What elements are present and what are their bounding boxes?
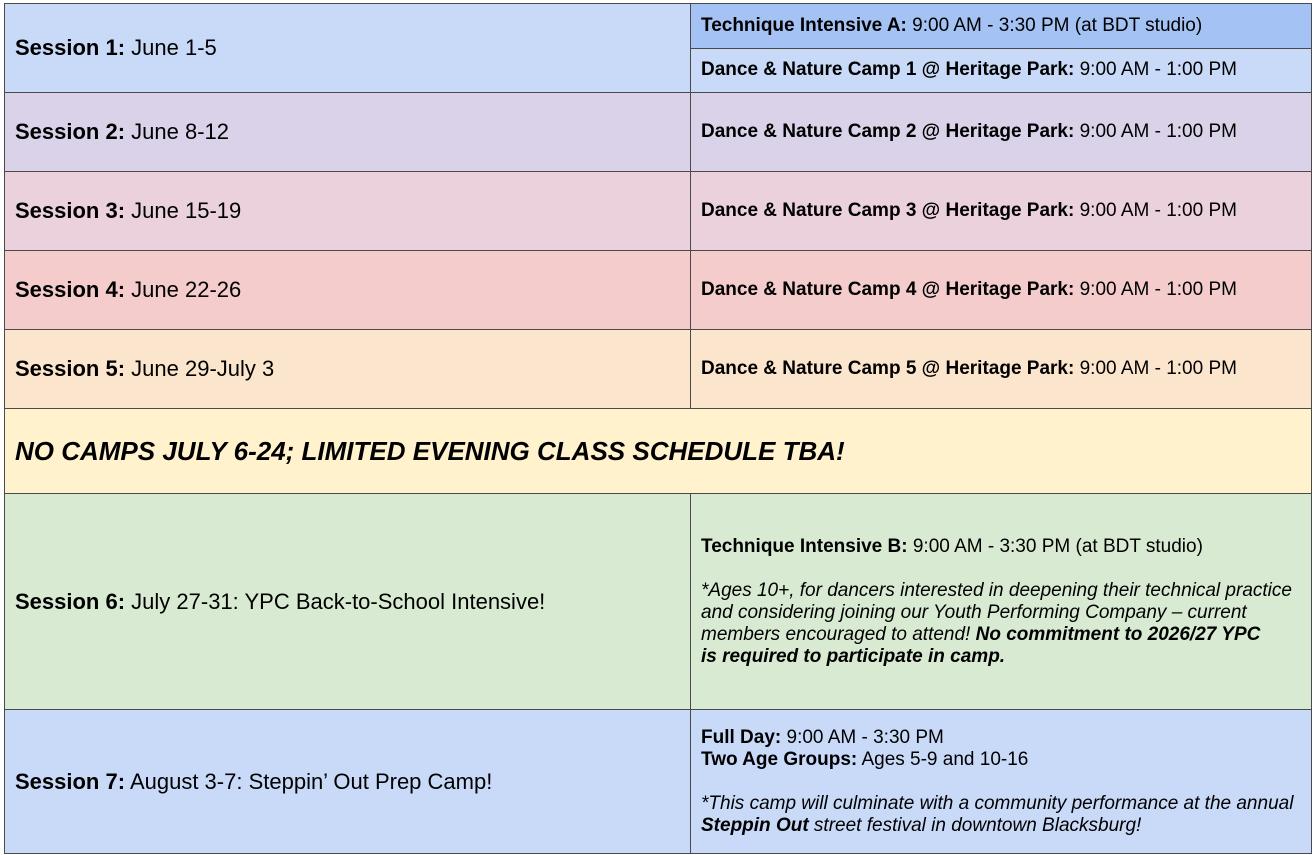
camp-detail: 9:00 AM - 1:00 PM [1074,121,1237,142]
session-dates: August 3-7: Steppin’ Out Prep Camp! [125,768,493,794]
camp-name: Dance & Nature Camp 5 @ Heritage Park: [701,358,1075,379]
session-4-cell [5,251,691,330]
session-3-row [5,172,1312,251]
session-dates: July 27-31: YPC Back-to-School Intensive! [125,588,546,614]
camp-schedule-table [4,3,1312,854]
ypc-note-bold-1: No commitment to 2026/27 YPC [975,623,1261,645]
camp-name: Dance & Nature Camp 1 @ Heritage Park: [701,59,1075,81]
session-6-details [691,494,1312,710]
camp-dance-nature-1 [691,49,1311,93]
ypc-note [701,580,1301,668]
session-7-cell [5,710,691,854]
session-dates: June 8-12 [125,119,230,144]
camp-dance-nature-2 [691,93,1312,172]
session-label: Session 1: [15,35,126,60]
session-label: Session 5: [15,356,126,381]
camp-dance-nature-4 [691,251,1312,330]
session-dates: June 29-July 3 [125,356,275,381]
steppin-note-text-2: street festival in downtown Blacksburg! [808,814,1142,836]
steppin-out-name: Steppin Out [701,814,809,836]
full-day-line [701,727,1301,749]
camp-name: Dance & Nature Camp 4 @ Heritage Park: [701,279,1075,300]
session-7-details [691,710,1312,854]
camp-detail: 9:00 AM - 3:30 PM (at BDT studio) [906,14,1203,36]
no-camps-banner: NO CAMPS JULY 6-24; LIMITED EVENING CLASS SCHEDULE TBA! [5,409,1312,494]
session-label: Session 7: [15,768,126,794]
session-dates: June 1-5 [125,35,217,60]
camp-detail: 9:00 AM - 1:00 PM [1074,279,1237,300]
camp-technique-intensive-b [701,536,1301,558]
session-1-row [5,4,1312,93]
session-6-cell [5,494,691,710]
ypc-note-bold-2: is required to participate in camp. [701,645,1006,667]
camp-detail: 9:00 AM - 3:30 PM (at BDT studio) [907,535,1203,557]
session-1-camps [691,4,1312,93]
camp-dance-nature-3 [691,172,1312,251]
camp-detail: 9:00 AM - 1:00 PM [1074,358,1237,379]
camp-name: Technique Intensive B: [701,535,908,557]
session-3-cell [5,172,691,251]
session-label: Session 2: [15,119,126,144]
age-groups-detail: Ages 5-9 and 10-16 [857,748,1029,770]
banner-row [5,409,1312,494]
age-groups-label: Two Age Groups: [701,748,858,770]
full-day-detail: 9:00 AM - 3:30 PM [781,726,944,748]
session-dates: June 22-26 [125,277,242,302]
steppin-note-text-1: *This camp will culminate with a community performance at the annual [701,792,1294,814]
session-7-row [5,710,1312,854]
steppin-out-note [701,793,1301,837]
session-1-cell [5,4,691,93]
camp-technique-intensive-a [691,4,1311,49]
camp-name: Technique Intensive A: [701,14,907,36]
session-label: Session 3: [15,198,126,223]
full-day-label: Full Day: [701,726,782,748]
session-5-row [5,330,1312,409]
session-2-cell [5,93,691,172]
session-2-row [5,93,1312,172]
camp-name: Dance & Nature Camp 3 @ Heritage Park: [701,200,1075,221]
session-label: Session 6: [15,588,126,614]
ypc-note-text: *Ages 10+, for dancers interested in deepening their technical practice and considering joining our Youth Performing Company – current members encouraged to attend! [701,579,1292,645]
session-6-row [5,494,1312,710]
session-dates: June 15-19 [125,198,242,223]
camp-name: Dance & Nature Camp 2 @ Heritage Park: [701,121,1075,142]
session-5-cell [5,330,691,409]
camp-detail: 9:00 AM - 1:00 PM [1074,200,1237,221]
age-groups-line [701,749,1301,771]
session-4-row [5,251,1312,330]
session-label: Session 4: [15,277,126,302]
camp-dance-nature-5 [691,330,1312,409]
camp-detail: 9:00 AM - 1:00 PM [1074,59,1237,81]
